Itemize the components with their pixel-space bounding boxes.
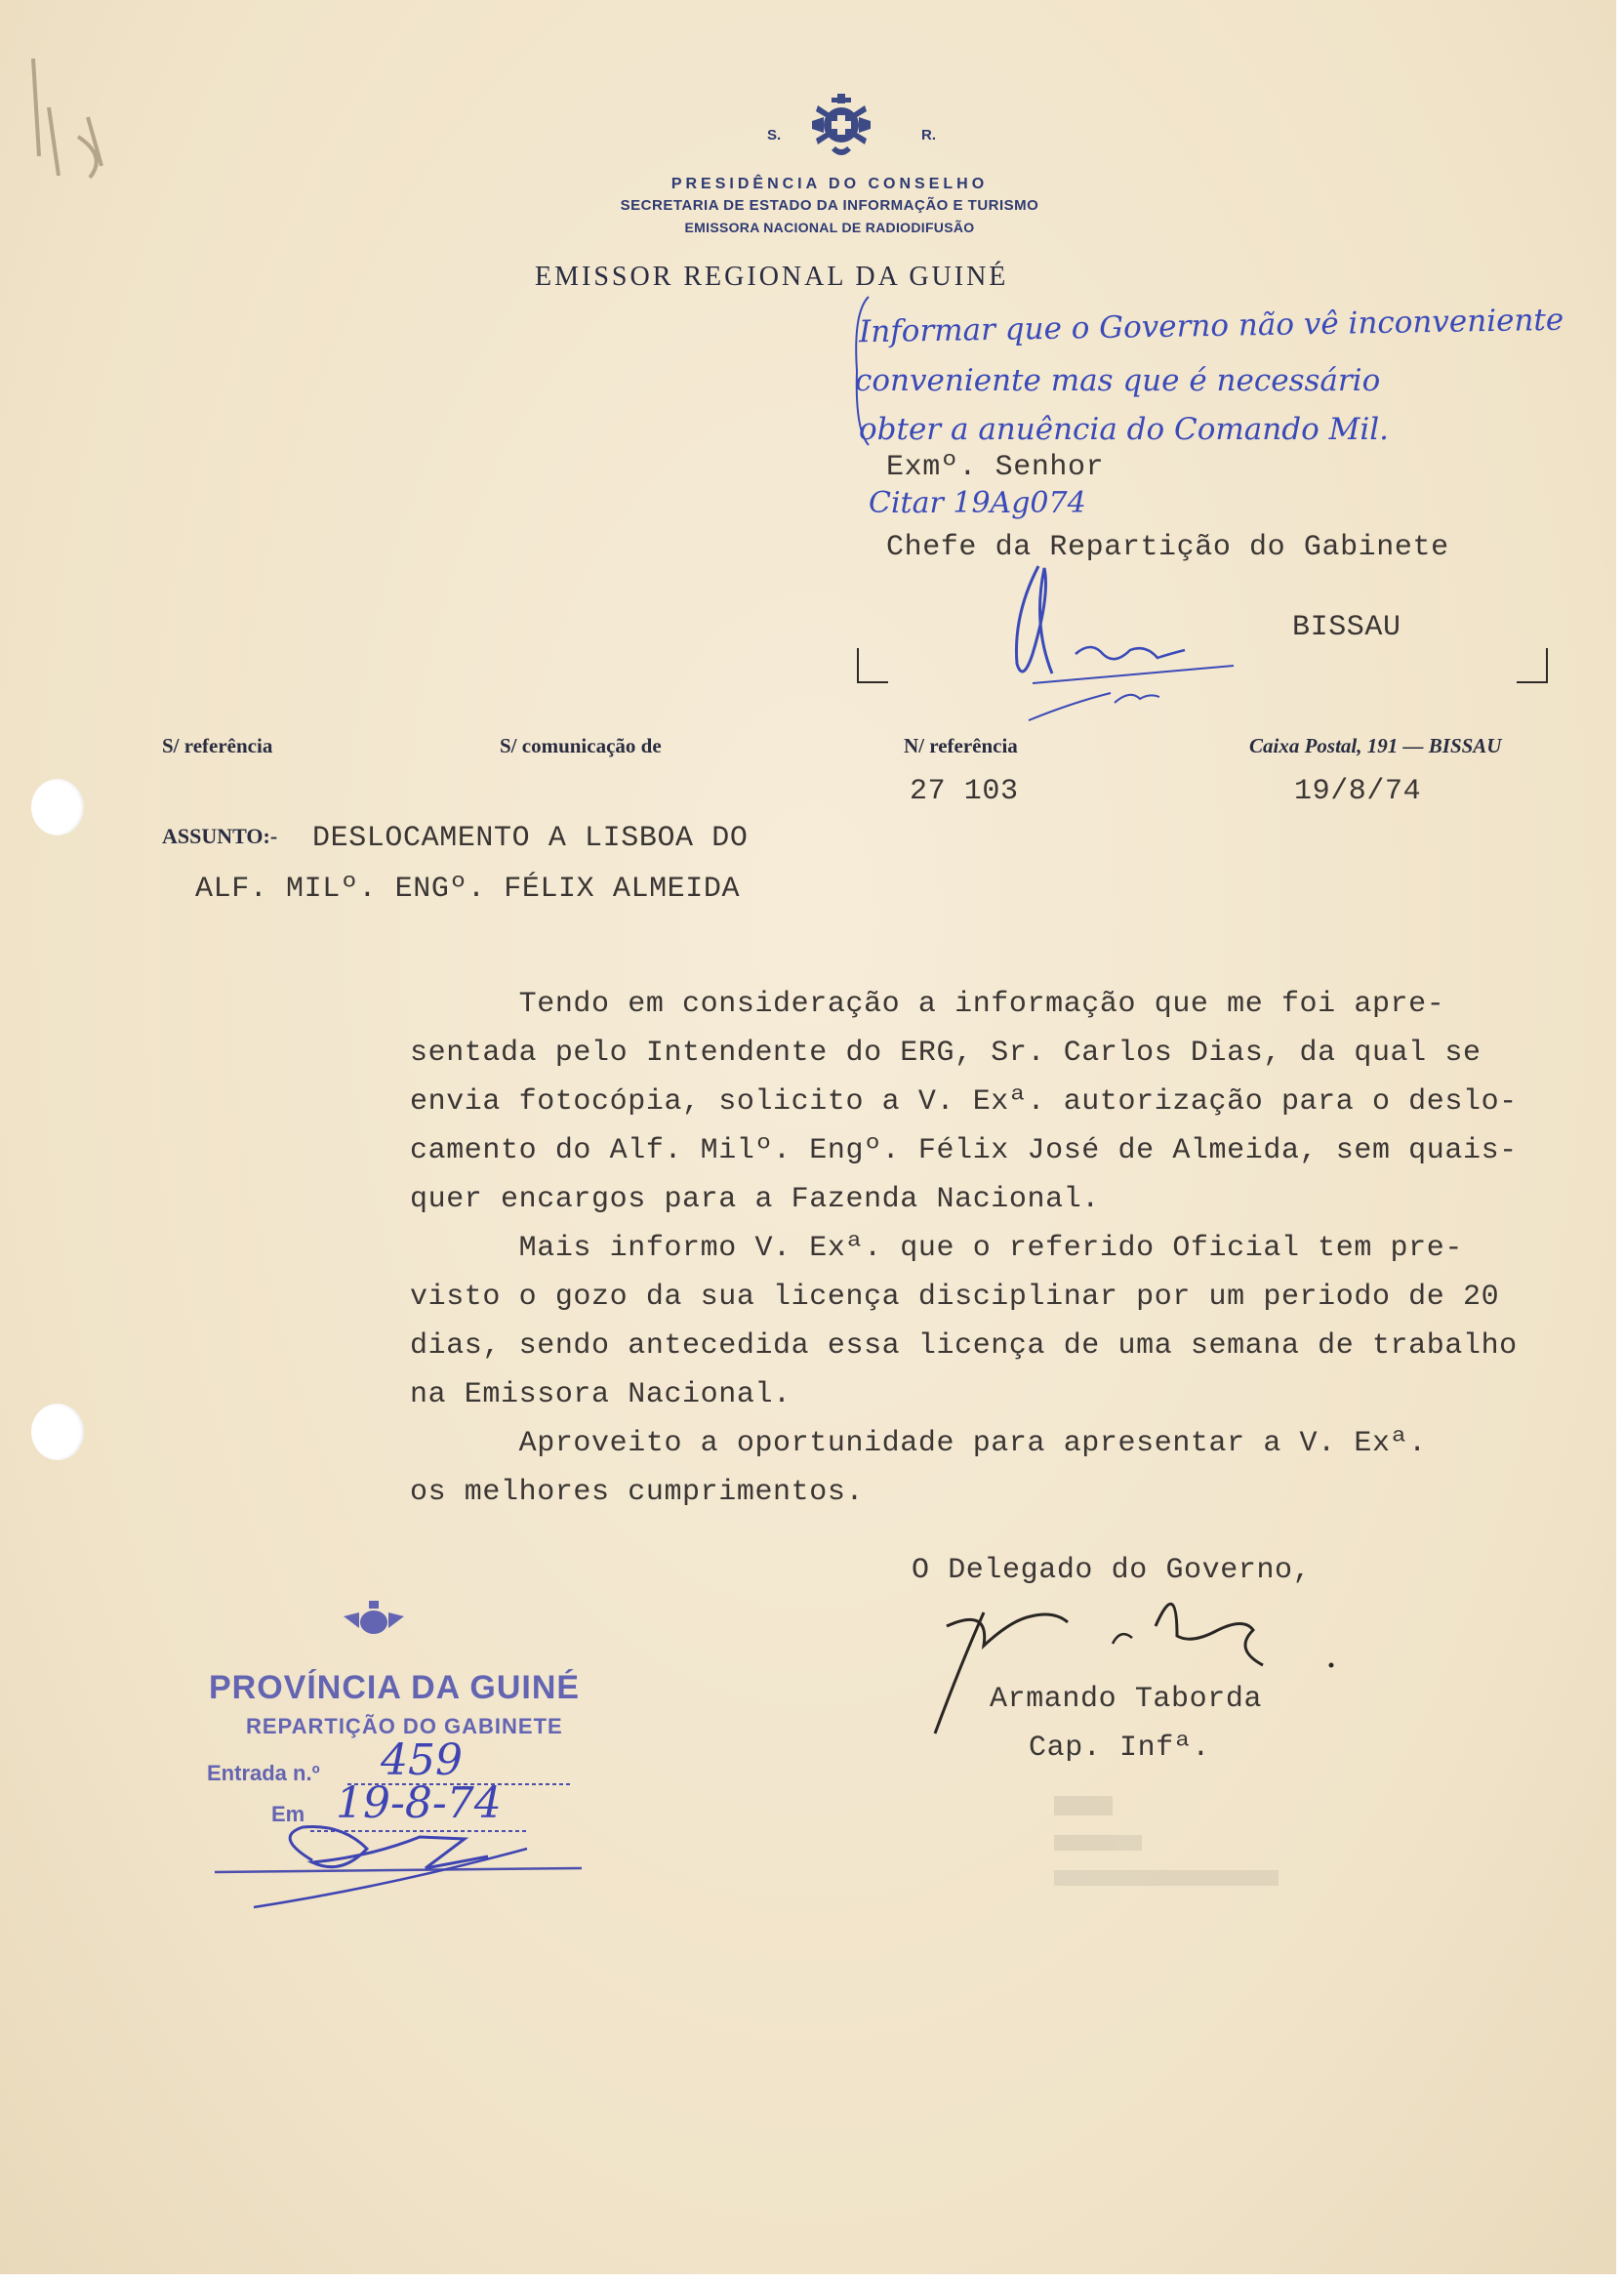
- closing-name: Armando Taborda: [990, 1683, 1263, 1716]
- letterhead-presidencia: PRESIDÊNCIA DO CONSELHO: [670, 176, 989, 192]
- body-line: visto o gozo da sua licença disciplinar por um periodo de 20: [410, 1281, 1500, 1314]
- body-line: dias, sendo antecedida essa licença de uma semana de trabalho: [410, 1329, 1518, 1363]
- label-s-referencia: S/ referência: [162, 734, 273, 757]
- body-line: envia fotocópia, solicito a V. Exª. autorização para o deslo-: [410, 1085, 1518, 1119]
- addressee-title: Chefe da Repartição do Gabinete: [886, 531, 1449, 564]
- stamp-entrada-number: 459: [381, 1735, 463, 1785]
- body-line: os melhores cumprimentos.: [410, 1476, 865, 1509]
- closing-rank: Cap. Infª.: [1029, 1732, 1211, 1765]
- letterhead-s-mark: S.: [767, 127, 782, 143]
- letter-body: [410, 980, 1581, 1517]
- subject-line-1: DESLOCAMENTO A LISBOA DO: [312, 822, 749, 855]
- letterhead: [547, 92, 1113, 238]
- body-line: sentada pelo Intendente do ERG, Sr. Carlos Dias, da qual se: [410, 1037, 1482, 1070]
- body-line: Aproveito a oportunidade para apresentar a V. Exª.: [410, 1427, 1427, 1460]
- body-line: Mais informo V. Exª. que o referido Oficial tem pre-: [410, 1232, 1463, 1265]
- body-line: quer encargos para a Fazenda Nacional.: [410, 1183, 1100, 1216]
- stamp-em-date: 19-8-74: [336, 1778, 502, 1828]
- label-n-referencia: N/ referência: [904, 734, 1018, 757]
- body-line: na Emissora Nacional.: [410, 1378, 792, 1411]
- stamp-underlines-and-initials: [195, 1593, 605, 1915]
- addressee-salutation: Exmº. Senhor: [886, 451, 1105, 484]
- handwritten-annotation-line-2: conveniente mas que é necessário: [855, 363, 1381, 398]
- letterhead-emissor-regional: EMISSOR REGIONAL DA GUINÉ: [535, 262, 1009, 292]
- label-s-comunicacao: S/ comunicação de: [500, 734, 662, 757]
- body-line: camento do Alf. Milº. Engº. Félix José de Almeida, sem quais-: [410, 1134, 1518, 1167]
- entry-stamp: [195, 1593, 605, 1915]
- coat-of-arms-icon: [808, 92, 874, 162]
- stamp-em-label: Em: [271, 1802, 305, 1826]
- page-edge-right: [1616, 0, 1624, 2284]
- letterhead-emissora: EMISSORA NACIONAL DE RADIODIFUSÃO: [684, 220, 975, 235]
- stamp-province: PROVÍNCIA DA GUINÉ: [209, 1669, 581, 1706]
- stamp-entrada-label: Entrada n.º: [207, 1761, 320, 1785]
- annotation-bracket: [845, 293, 874, 449]
- letter-date: 19/8/74: [1294, 775, 1422, 808]
- subject-line-2: ALF. MILº. ENGº. FÉLIX ALMEIDA: [195, 873, 741, 906]
- address-window-corner-left: [857, 648, 888, 683]
- bleed-through-marks: [1054, 1786, 1308, 1913]
- staple-mark: [20, 49, 127, 185]
- handwritten-annotation-line-1: Informar que o Governo não vê inconveniente: [858, 302, 1564, 350]
- address-window-corner-right: [1517, 648, 1548, 683]
- punch-hole-top: [31, 779, 84, 836]
- initials-signature: [994, 556, 1247, 732]
- handwritten-annotation-line-3: obter a anuência do Comando Mil.: [859, 412, 1390, 447]
- handwritten-annotation-citation: Citar 19Ag074: [869, 486, 1086, 520]
- letterhead-secretaria: SECRETARIA DE ESTADO DA INFORMAÇÃO E TURISMO: [620, 197, 1039, 214]
- page-edge-bottom: [0, 2274, 1624, 2284]
- punch-hole-bottom: [31, 1404, 84, 1460]
- delegate-signature: [921, 1587, 1351, 1743]
- addressee-city: BISSAU: [1292, 611, 1401, 644]
- n-referencia-value: 27 103: [910, 775, 1019, 808]
- subject-label: ASSUNTO:-: [162, 824, 278, 848]
- stamp-repartition: REPARTIÇÃO DO GABINETE: [246, 1714, 563, 1738]
- caixa-postal: Caixa Postal, 191 — BISSAU: [1249, 734, 1502, 757]
- body-line: Tendo em consideração a informação que me foi apre-: [410, 988, 1445, 1021]
- letterhead-r-mark: R.: [921, 127, 936, 143]
- closing-delegate: O Delegado do Governo,: [912, 1554, 1312, 1587]
